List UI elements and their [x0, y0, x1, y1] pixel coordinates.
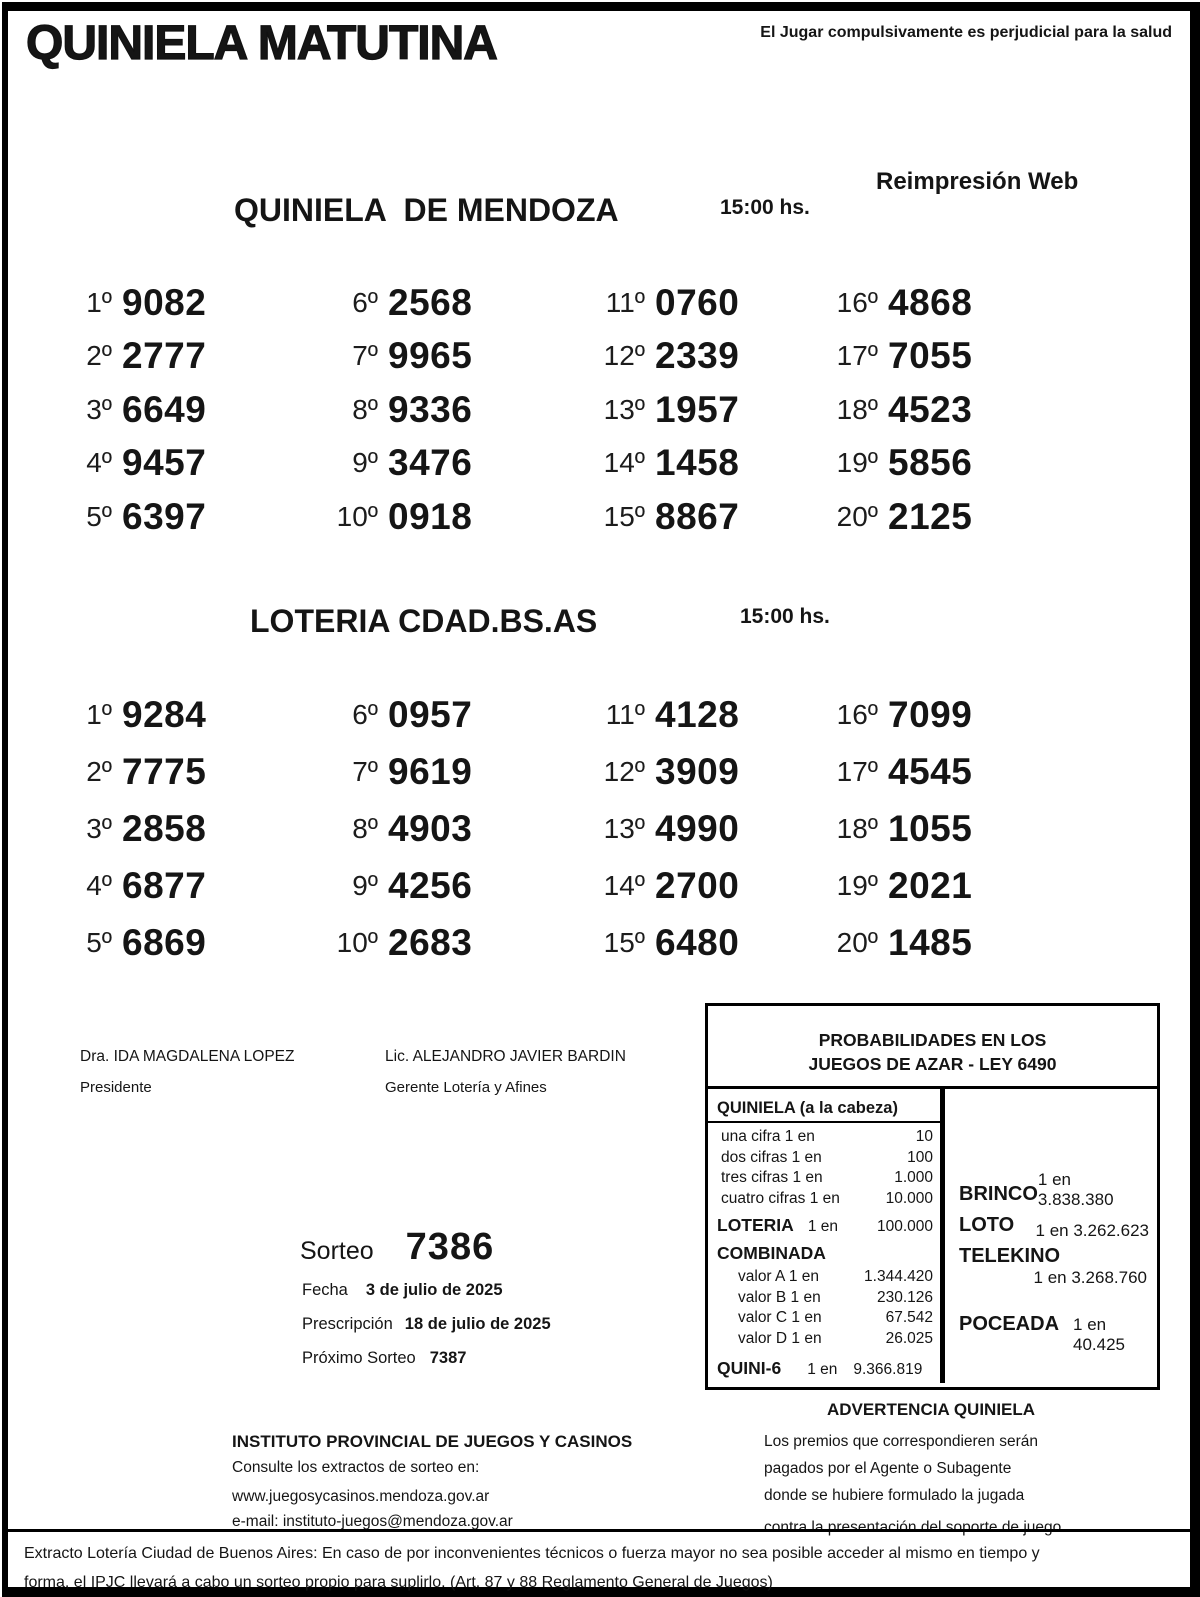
- result-row: [581, 857, 739, 914]
- result-number: 1957: [655, 388, 740, 430]
- result-position: 5º: [86, 926, 112, 958]
- prescripcion-label: Prescripción: [302, 1315, 393, 1333]
- result-position: 18º: [836, 812, 878, 844]
- result-number: 7055: [888, 335, 973, 377]
- odds-label: valor B 1 en: [738, 1288, 821, 1306]
- fecha-row: [302, 1281, 503, 1300]
- mendoza-col-1: [48, 276, 206, 544]
- instituto-consulte: Consulte los extractos de sorteo en:: [232, 1459, 480, 1476]
- result-row: [314, 857, 472, 914]
- advertencia-line: Los premios que correspondieren serán: [764, 1433, 1038, 1450]
- loteria-odds-value: 100.000: [876, 1218, 933, 1235]
- bsas-draw-time: 15:00 hs.: [740, 605, 830, 628]
- result-position: 9º: [352, 869, 378, 901]
- result-position: 16º: [836, 286, 878, 318]
- result-number: 9336: [388, 388, 473, 430]
- result-position: 19º: [836, 447, 878, 479]
- prescripcion-row: [302, 1315, 551, 1334]
- result-row: [48, 857, 206, 914]
- result-number: 1458: [655, 442, 740, 484]
- bsas-col-3: [581, 686, 739, 971]
- result-number: 2339: [655, 335, 740, 377]
- sorteo-number: 7386: [405, 1226, 495, 1268]
- result-position: 15º: [603, 926, 645, 958]
- quiniela-odds-header: QUINIELA (a la cabeza): [708, 1098, 940, 1123]
- bsas-col-4: [814, 686, 972, 971]
- health-warning: El Jugar compulsivamente es perjudicial para la salud: [760, 24, 1172, 41]
- result-row: [814, 686, 972, 743]
- game-odds: 1 en 3.268.760: [1033, 1268, 1147, 1287]
- signature-name: Dra. IDA MAGDALENA LOPEZ: [80, 1048, 295, 1065]
- result-number: 2021: [888, 864, 973, 906]
- result-row: [581, 800, 739, 857]
- result-number: 2700: [655, 864, 740, 906]
- odds-value: 10.000: [885, 1189, 933, 1207]
- result-row: [814, 914, 972, 971]
- result-row: [48, 743, 206, 800]
- proximo-sorteo-row: [302, 1349, 466, 1368]
- result-position: 7º: [352, 340, 378, 372]
- result-row: [581, 330, 739, 384]
- instituto-email: e-mail: instituto-juegos@mendoza.gov.ar: [232, 1513, 513, 1530]
- result-position: 7º: [352, 755, 378, 787]
- result-position: 2º: [86, 340, 112, 372]
- result-position: 17º: [836, 755, 878, 787]
- odds-value: 10: [915, 1128, 933, 1145]
- bsas-col-2: [314, 686, 472, 971]
- game-name: POCEADA: [959, 1313, 1060, 1335]
- proximo-value: 7387: [429, 1349, 467, 1367]
- result-position: 9º: [352, 447, 378, 479]
- result-number: 9457: [122, 442, 207, 484]
- mendoza-draw-time: 15:00 hs.: [720, 196, 810, 219]
- odds-label: tres cifras 1 en: [721, 1169, 823, 1186]
- result-position: 6º: [352, 698, 378, 730]
- game-odds: 1 en 3.262.623: [1035, 1221, 1149, 1240]
- odds-label: dos cifras 1 en: [721, 1148, 822, 1166]
- bsas-results-grid: [0, 686, 1200, 971]
- combinada-odds-header: COMBINADA: [717, 1243, 826, 1263]
- signature-name: Lic. ALEJANDRO JAVIER BARDIN: [385, 1048, 626, 1065]
- odds-label: una cifra 1 en: [721, 1128, 815, 1145]
- result-position: 5º: [86, 500, 112, 532]
- instituto-block: [232, 1432, 632, 1531]
- result-row: [581, 743, 739, 800]
- odds-row: [708, 1189, 940, 1210]
- result-number: 3476: [388, 442, 473, 484]
- advertencia-block: [700, 1400, 1162, 1541]
- result-position: 8º: [352, 393, 378, 425]
- result-number: 4990: [655, 807, 740, 849]
- result-number: 8867: [655, 495, 740, 537]
- mendoza-col-4: [814, 276, 972, 544]
- proximo-label: Próximo Sorteo: [302, 1349, 416, 1367]
- advertencia-line: contra la presentación del soporte de juego.: [764, 1519, 1066, 1536]
- result-position: 20º: [836, 500, 878, 532]
- result-number: 0957: [388, 693, 473, 735]
- probabilities-title: [708, 1006, 1157, 1089]
- game-odds: 1 en 3.838.380: [1037, 1170, 1114, 1209]
- mendoza-draw-title: QUINIELA DE MENDOZA: [234, 192, 619, 228]
- result-number: 1055: [888, 807, 973, 849]
- result-number: 4903: [388, 807, 473, 849]
- result-position: 6º: [352, 286, 378, 318]
- result-number: 4256: [388, 864, 473, 906]
- odds-value: 1.000: [894, 1169, 933, 1186]
- result-position: 13º: [603, 393, 645, 425]
- footer-line-2: forma, el IPJC llevará a cabo un sorteo propio para suplirlo. (Art. 87 y 88 Reglamento General de Juegos): [24, 1574, 773, 1591]
- result-row: [48, 437, 206, 491]
- game-odds: 1 en 40.425: [1073, 1315, 1126, 1354]
- result-position: 16º: [836, 698, 878, 730]
- mendoza-col-3: [581, 276, 739, 544]
- result-number: 9284: [122, 693, 207, 735]
- result-number: 7775: [122, 750, 207, 792]
- probabilities-right-column: [945, 1089, 1157, 1383]
- result-row: [814, 383, 972, 437]
- prescripcion-value: 18 de julio de 2025: [404, 1315, 551, 1333]
- telekino-odds: [959, 1245, 1149, 1288]
- result-position: 4º: [86, 869, 112, 901]
- result-position: 12º: [603, 755, 645, 787]
- result-row: [581, 276, 739, 330]
- odds-row: [708, 1127, 940, 1148]
- odds-label: valor C 1 en: [738, 1309, 822, 1326]
- probabilities-title-line2: JUEGOS DE AZAR - LEY 6490: [808, 1054, 1057, 1074]
- result-row: [581, 686, 739, 743]
- odds-value: 100: [907, 1148, 933, 1166]
- result-number: 2568: [388, 281, 473, 323]
- result-position: 10º: [336, 500, 378, 532]
- result-number: 4523: [888, 388, 973, 430]
- result-number: 7099: [888, 693, 973, 735]
- signature-gerente: [385, 1048, 626, 1096]
- result-number: 3909: [655, 750, 740, 792]
- loteria-odds-row: [708, 1215, 940, 1237]
- probabilities-body: [708, 1089, 1157, 1383]
- result-position: 2º: [86, 755, 112, 787]
- result-position: 11º: [605, 286, 645, 318]
- odds-value: 1.344.420: [864, 1268, 933, 1285]
- result-row: [314, 914, 472, 971]
- brinco-odds: [959, 1165, 1149, 1209]
- result-number: 6869: [122, 921, 207, 963]
- result-number: 6649: [122, 388, 207, 430]
- signature-role: Presidente: [80, 1079, 152, 1096]
- result-row: [48, 490, 206, 544]
- result-row: [814, 800, 972, 857]
- loto-odds: [959, 1214, 1149, 1240]
- result-row: [814, 276, 972, 330]
- result-position: 20º: [836, 926, 878, 958]
- odds-row: [708, 1148, 940, 1169]
- probabilities-left-column: [708, 1089, 945, 1383]
- result-number: 6480: [655, 921, 740, 963]
- result-position: 17º: [836, 340, 878, 372]
- result-number: 9965: [388, 335, 473, 377]
- instituto-name: INSTITUTO PROVINCIAL DE JUEGOS Y CASINOS: [232, 1432, 633, 1451]
- odds-row: [708, 1329, 940, 1350]
- result-row: [314, 330, 472, 384]
- quini6-odds-label: QUINI-6: [717, 1358, 782, 1378]
- odds-row: [708, 1267, 940, 1288]
- result-position: 10º: [336, 926, 378, 958]
- loteria-odds-label: LOTERIA: [717, 1215, 794, 1235]
- fecha-label: Fecha: [302, 1281, 348, 1299]
- result-position: 1º: [86, 286, 112, 318]
- game-name: TELEKINO: [959, 1245, 1061, 1267]
- result-position: 15º: [603, 500, 645, 532]
- result-row: [48, 686, 206, 743]
- odds-value: 26.025: [885, 1329, 933, 1347]
- result-row: [814, 743, 972, 800]
- result-row: [314, 800, 472, 857]
- game-name: BRINCO: [959, 1183, 1038, 1205]
- result-row: [48, 330, 206, 384]
- odds-value: 67.542: [885, 1309, 933, 1326]
- quini6-odds-row: [708, 1358, 940, 1380]
- loteria-odds-mid: 1 en: [807, 1218, 838, 1235]
- result-number: 2125: [888, 495, 973, 537]
- result-position: 11º: [605, 698, 645, 730]
- result-row: [814, 437, 972, 491]
- result-row: [814, 857, 972, 914]
- result-position: 1º: [86, 698, 112, 730]
- fecha-value: 3 de julio de 2025: [365, 1281, 503, 1299]
- odds-value: 230.126: [876, 1288, 933, 1306]
- result-position: 19º: [836, 869, 878, 901]
- advertencia-line: donde se hubiere formulado la jugada: [764, 1487, 1025, 1504]
- result-number: 4868: [888, 281, 973, 323]
- result-position: 4º: [86, 447, 112, 479]
- result-row: [581, 490, 739, 544]
- result-position: 13º: [603, 812, 645, 844]
- instituto-website: www.juegosycasinos.mendoza.gov.ar: [232, 1488, 490, 1505]
- result-row: [48, 914, 206, 971]
- result-number: 2683: [388, 921, 473, 963]
- result-row: [314, 686, 472, 743]
- result-position: 14º: [603, 447, 645, 479]
- bsas-col-1: [48, 686, 206, 971]
- advertencia-title: ADVERTENCIA QUINIELA: [826, 1400, 1036, 1419]
- poceada-odds: [959, 1313, 1149, 1355]
- odds-row: [708, 1308, 940, 1329]
- result-number: 4545: [888, 750, 973, 792]
- reprint-web-label: Reimpresión Web: [876, 168, 1079, 195]
- bsas-draw-title: LOTERIA CDAD.BS.AS: [250, 603, 598, 639]
- result-number: 5856: [888, 442, 973, 484]
- mendoza-results-grid: [0, 276, 1200, 544]
- result-row: [581, 914, 739, 971]
- result-row: [48, 383, 206, 437]
- mendoza-col-2: [314, 276, 472, 544]
- result-row: [814, 490, 972, 544]
- result-row: [314, 437, 472, 491]
- signature-role: Gerente Lotería y Afines: [385, 1079, 547, 1096]
- result-row: [314, 276, 472, 330]
- signature-presidente: [80, 1048, 294, 1096]
- result-row: [48, 276, 206, 330]
- footer-disclaimer: [8, 1529, 1190, 1591]
- probabilities-title-line1: PROBABILIDADES EN LOS: [818, 1030, 1047, 1050]
- result-row: [314, 743, 472, 800]
- quini6-odds-mid: 1 en: [807, 1361, 838, 1378]
- odds-label: valor D 1 en: [738, 1329, 822, 1347]
- result-number: 6397: [122, 495, 207, 537]
- result-row: [814, 330, 972, 384]
- result-row: [314, 490, 472, 544]
- result-number: 9082: [122, 281, 207, 323]
- sorteo-row: [300, 1226, 494, 1269]
- combinada-odds-rows: [708, 1267, 940, 1349]
- page-title: QUINIELA MATUTINA: [26, 17, 497, 70]
- result-position: 3º: [86, 812, 112, 844]
- result-number: 0918: [388, 495, 473, 537]
- result-number: 9619: [388, 750, 473, 792]
- result-row: [48, 800, 206, 857]
- odds-row: [708, 1168, 940, 1189]
- sorteo-label: Sorteo: [300, 1237, 374, 1265]
- advertencia-line: pagados por el Agente o Subagente: [764, 1460, 1012, 1477]
- odds-row: [708, 1288, 940, 1309]
- result-position: 8º: [352, 812, 378, 844]
- result-number: 2777: [122, 335, 207, 377]
- result-position: 18º: [836, 393, 878, 425]
- result-number: 6877: [122, 864, 207, 906]
- result-position: 3º: [86, 393, 112, 425]
- quini6-odds-value: 9.366.819: [853, 1361, 923, 1378]
- result-number: 4128: [655, 693, 740, 735]
- result-number: 1485: [888, 921, 973, 963]
- result-position: 12º: [603, 340, 645, 372]
- odds-label: cuatro cifras 1 en: [721, 1189, 840, 1207]
- result-number: 0760: [655, 281, 740, 323]
- advertencia-text: [700, 1428, 1162, 1541]
- result-row: [581, 383, 739, 437]
- result-number: 2858: [122, 807, 207, 849]
- probabilities-box: [705, 1003, 1160, 1390]
- footer-line-1: Extracto Lotería Ciudad de Buenos Aires: En caso de por inconvenientes técnicos o fuerza mayor no sea posible acceder al mismo en tiempo y: [24, 1545, 1040, 1562]
- game-name: LOTO: [959, 1214, 1015, 1236]
- result-row: [581, 437, 739, 491]
- result-position: 14º: [603, 869, 645, 901]
- result-row: [314, 383, 472, 437]
- odds-label: valor A 1 en: [738, 1268, 820, 1285]
